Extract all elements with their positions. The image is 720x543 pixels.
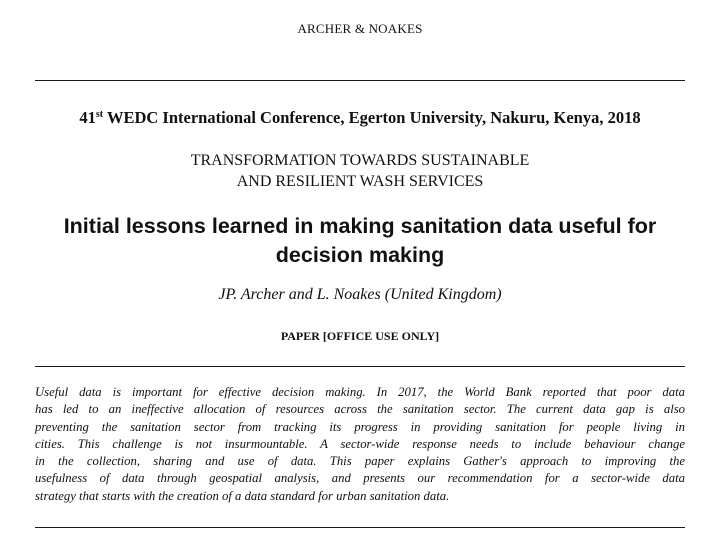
abstract [35,384,685,505]
running-head: ARCHER & NOAKES [297,21,423,36]
conference-ordinal-suffix: st [95,109,104,120]
abstract-line: strategy that starts with the creation of a data standard for urban sanitation data. [35,488,450,503]
abstract-top-rule [35,366,685,367]
abstract-line: Useful data is important for effective decision making. In 2017, the World Bank reported that poor data [35,385,685,399]
abstract-line: usefulness of data through geospatial analysis, and presents our recommendation for a sector-wide data [35,471,685,486]
authors: JP. Archer and L. Noakes (United Kingdom) [218,286,502,303]
conference-ordinal-number: 41 [79,108,96,127]
conference-theme [0,150,720,192]
conference-heading [0,108,720,128]
theme-line-1: TRANSFORMATION TOWARDS SUSTAINABLE [190,152,530,169]
abstract-line: in the collection, sharing and use of data. This paper explains Gather's approach to improving the [35,454,685,469]
paper-type-label: PAPER [OFFICE USE ONLY] [280,329,440,343]
abstract-line: has led to an ineffective allocation of resources across the sanitation sector. The current data gap is also [35,402,685,417]
top-rule [35,80,685,81]
title-line-2: decision making [275,243,445,267]
title-line-1: Initial lessons learned in making sanitation data useful for [63,214,657,238]
theme-line-2: AND RESILIENT WASH SERVICES [236,173,484,190]
abstract-line: cities. This challenge is not insurmountable. A sector-wide response needs to include behaviour change [35,436,685,451]
abstract-line: preventing the sanitation sector from tracking its progress in providing sanitation for people living in [35,419,685,434]
conference-name: WEDC International Conference, Egerton University, Nakuru, Kenya, 2018 [106,108,641,127]
paper-title [30,212,690,270]
abstract-bottom-rule [35,527,685,528]
